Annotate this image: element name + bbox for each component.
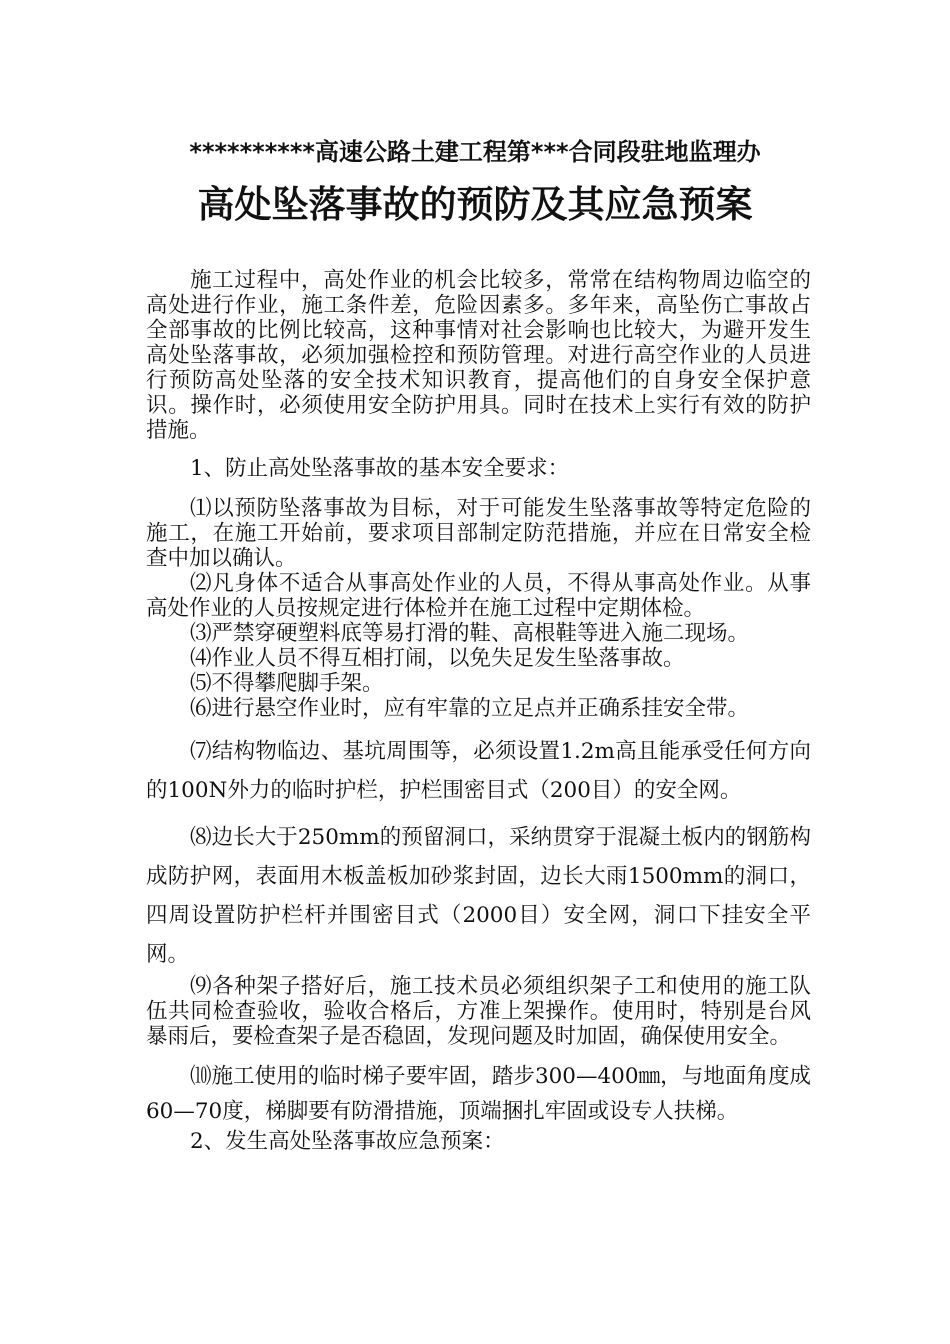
list-item-2: ⑵凡身体不适合从事高处作业的人员，不得从事高处作业。从事高处作业的人员按规定进行体检并在施工过程中定期体检。 [146,571,811,621]
document-body [146,268,811,1154]
list-item-5: ⑸不得攀爬脚手架。 [190,671,384,696]
list-item-3: ⑶严禁穿硬塑料底等易打滑的鞋、高根鞋等进入施二现场。 [190,621,750,646]
intro-paragraph: 施工过程中，高处作业的机会比较多，常常在结构物周边临空的高处进行作业，施工条件差，危险因素多。多年来，高坠伤亡事故占全部事故的比例比较高，这种事情对社会影响也比较大，为避开发生高处坠落事故，必须加强检控和预防管理。对进行高空作业的人员进行预防高处坠落的安全技术知识教育，提高他们的自身安全保护意识。操作时，必须使用安全防护用具。同时在技术上实行有效的防护措施。 [146,268,811,443]
list-item-9: ⑼各种架子搭好后，施工技术员必须组织架子工和使用的施工队伍共同检查验收，验收合格后，方准上架操作。使用时，特别是台风暴雨后，要检查架子是否稳固，发现问题及时加固，确保使用安全。 [146,974,811,1049]
list-item-10: ⑽施工使用的临时梯子要牢固，踏步300—400㎜，与地面角度成60—70度，梯脚要有防滑措施，顶端捆扎牢固或设专人扶梯。 [146,1064,811,1124]
list-item-7: ⑺结构物临边、基坑周围等，必须设置1.2m高且能承受任何方向的100N外力的临时护栏，护栏围密目式（200目）的安全网。 [146,739,811,803]
list-item-6: ⑹进行悬空作业时，应有牢靠的立足点并正确系挂安全带。 [190,696,750,721]
list-item-4: ⑷作业人员不得互相打闹，以免失足发生坠落事故。 [190,646,685,671]
list-item-8: ⑻边长大于250mm的预留洞口，采纳贯穿于混凝土板内的钢筋构成防护网，表面用木板盖板加砂浆封固，边长大雨1500mm的洞口，四周设置防护栏杆并围密目式（2000目）安全网，洞口下挂安全平网。 [146,825,811,967]
section-1-heading: 1、防止高处坠落事故的基本安全要求： [190,456,570,481]
list-item-1: ⑴以预防坠落事故为目标，对于可能发生坠落事故等特定危险的施工，在施工开始前，要求项目部制定防范措施，并应在日常安全检查中加以确认。 [146,496,811,571]
document-header-line: **********高速公路土建工程第***合同段驻地监理办 [189,138,761,166]
document-title: 高处坠落事故的预防及其应急预案 [197,183,753,226]
section-2-heading: 2、发生高处坠落事故应急预案： [190,1129,505,1154]
